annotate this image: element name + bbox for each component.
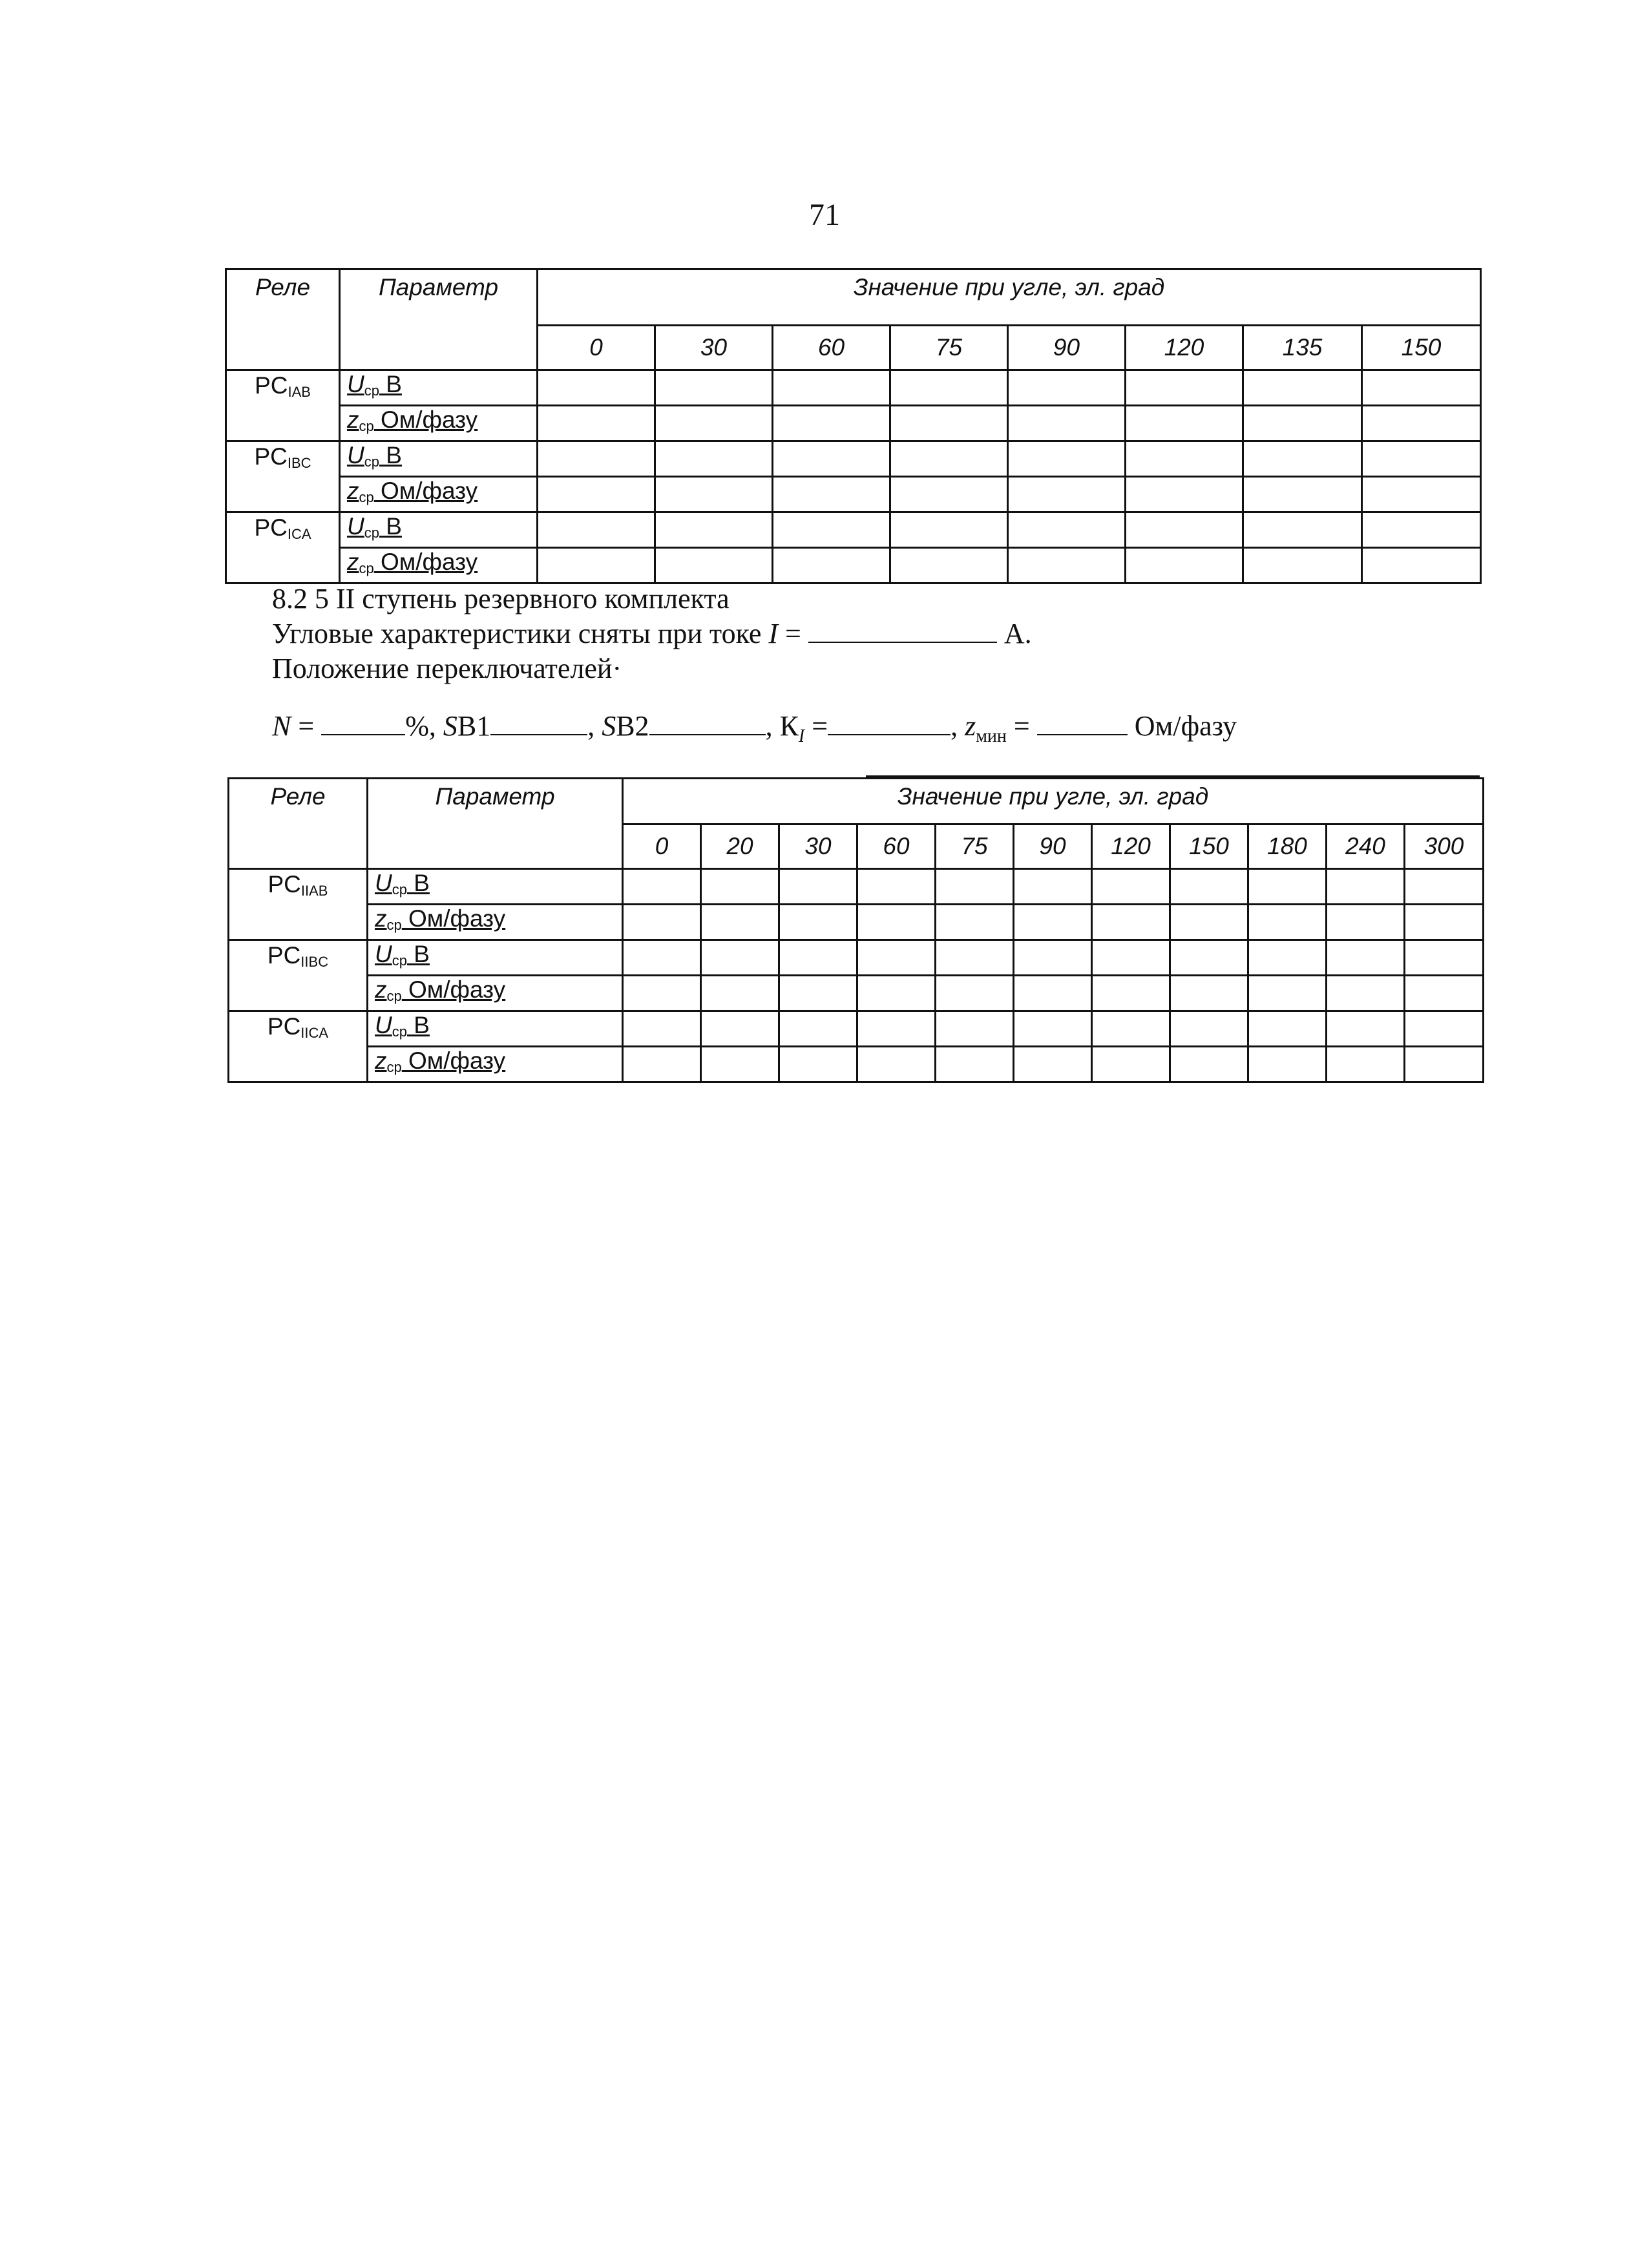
value-cell <box>1092 905 1170 940</box>
value-cell <box>773 441 890 477</box>
parameter-subscript: ср <box>364 525 379 541</box>
value-cell <box>1327 1011 1405 1047</box>
current-equals: = <box>778 618 808 649</box>
value-cell <box>655 477 773 512</box>
angle-header-cell: 0 <box>623 824 701 869</box>
value-cell <box>1126 441 1243 477</box>
value-cell <box>1327 869 1405 905</box>
relay-name: PC <box>268 871 301 898</box>
value-cell <box>1405 869 1484 905</box>
value-cell <box>1362 370 1481 406</box>
value-cell <box>1243 512 1362 548</box>
parameter-unit: Ом/фазу <box>401 905 506 932</box>
value-cell <box>1008 548 1126 583</box>
parameter-subscript: ср <box>364 454 379 470</box>
value-cell <box>890 477 1008 512</box>
value-cell <box>623 869 701 905</box>
value-cell <box>936 976 1014 1011</box>
value-cell <box>1405 1047 1484 1082</box>
value-cell <box>655 441 773 477</box>
z-min-subscript: мин <box>976 726 1007 746</box>
value-cell <box>1092 1047 1170 1082</box>
parameter-symbol: U <box>347 513 364 540</box>
value-cell <box>890 441 1008 477</box>
angle-header-cell: 150 <box>1362 326 1481 370</box>
value-cell <box>779 940 857 976</box>
parameter-subscript: ср <box>386 1059 402 1075</box>
parameter-subscript: ср <box>392 952 407 969</box>
value-cell <box>779 869 857 905</box>
sb1-label: B1 <box>457 710 491 742</box>
angle-table-stage-2 <box>227 777 1484 1083</box>
n-equals: = <box>291 710 322 742</box>
parameter-symbol: z <box>347 406 359 433</box>
settings-formula <box>272 709 1237 747</box>
angle-header-cell: 135 <box>1243 326 1362 370</box>
relay-name: PC <box>267 1013 301 1040</box>
sb2-s: S <box>602 710 616 742</box>
angle-header-cell: 75 <box>936 824 1014 869</box>
value-cell <box>1405 976 1484 1011</box>
value-cell <box>1170 869 1248 905</box>
value-cell <box>655 548 773 583</box>
relay-subscript: ICA <box>287 526 311 542</box>
parameter-unit: В <box>379 442 402 468</box>
value-cell <box>655 406 773 441</box>
parameter-cell <box>368 1011 623 1047</box>
value-cell <box>1126 370 1243 406</box>
parameter-label <box>347 549 478 575</box>
parameter-unit: Ом/фазу <box>401 1047 506 1074</box>
value-cell <box>1243 406 1362 441</box>
k-equals: = <box>804 710 828 742</box>
sb1-comma: , <box>587 710 602 742</box>
value-cell <box>779 1011 857 1047</box>
value-cell <box>936 905 1014 940</box>
value-cell <box>538 477 655 512</box>
value-cell <box>1008 512 1126 548</box>
angle-header-cell: 240 <box>1327 824 1405 869</box>
angle-header-cell: 180 <box>1248 824 1327 869</box>
value-cell <box>857 1047 936 1082</box>
parameter-cell <box>368 869 623 905</box>
sb2-label: B2 <box>616 710 649 742</box>
value-cell <box>890 548 1008 583</box>
relay-subscript: IBC <box>287 455 311 471</box>
value-cell <box>779 976 857 1011</box>
value-cell <box>1170 1047 1248 1082</box>
table-row <box>226 477 1481 512</box>
value-cell <box>1008 370 1126 406</box>
parameter-cell <box>340 512 538 548</box>
value-cell <box>538 406 655 441</box>
parameter-symbol: U <box>347 371 364 397</box>
n-symbol: N <box>272 710 291 742</box>
parameter-cell <box>340 406 538 441</box>
current-blank <box>808 622 997 643</box>
sb2-blank <box>649 715 766 735</box>
relay-name-cell <box>226 370 340 441</box>
angle-header-cell: 20 <box>701 824 779 869</box>
value-cell <box>773 406 890 441</box>
k-blank <box>828 715 951 735</box>
value-cell <box>623 1047 701 1082</box>
value-cell <box>538 512 655 548</box>
value-cell <box>1014 1047 1092 1082</box>
relay-name-cell <box>226 441 340 512</box>
value-cell <box>1362 406 1481 441</box>
relay-subscript: IAB <box>288 384 311 400</box>
value-cell <box>1008 441 1126 477</box>
value-cell <box>773 370 890 406</box>
angle-header-cell: 75 <box>890 326 1008 370</box>
parameter-unit: В <box>406 941 430 967</box>
relay-subscript: IICA <box>300 1025 329 1041</box>
current-symbol: I <box>768 618 779 649</box>
value-cell <box>1243 477 1362 512</box>
value-cell <box>1405 1011 1484 1047</box>
value-cell <box>1248 869 1327 905</box>
z-min-symbol: z <box>965 710 976 742</box>
value-cell <box>1248 940 1327 976</box>
parameter-subscript: ср <box>359 418 374 434</box>
k-symbol: К <box>779 710 799 742</box>
parameter-label <box>347 478 478 504</box>
angle-header-cell: 30 <box>655 326 773 370</box>
parameter-cell <box>368 905 623 940</box>
value-cell <box>1092 940 1170 976</box>
table-row <box>226 370 1481 406</box>
angle-values-header: Значение при угле, эл. град <box>623 779 1484 824</box>
relay-subscript: IIBC <box>300 954 329 970</box>
table-row <box>229 869 1484 905</box>
value-cell <box>1327 976 1405 1011</box>
relay-column-header: Реле <box>226 269 340 370</box>
z-min-unit: Ом/фазу <box>1127 710 1237 742</box>
parameter-symbol: U <box>347 442 364 468</box>
value-cell <box>773 548 890 583</box>
value-cell <box>701 976 779 1011</box>
parameter-label <box>375 1012 430 1038</box>
value-cell <box>857 976 936 1011</box>
value-cell <box>1248 905 1327 940</box>
parameter-cell <box>368 1047 623 1082</box>
percent-sign: %, <box>405 710 443 742</box>
table-row <box>226 441 1481 477</box>
angle-header-cell: 90 <box>1014 824 1092 869</box>
k-comma: , <box>951 710 965 742</box>
value-cell <box>1327 940 1405 976</box>
value-cell <box>936 940 1014 976</box>
relay-subscript: IIAB <box>300 883 328 899</box>
value-cell <box>701 940 779 976</box>
relay-name-cell <box>229 940 368 1011</box>
parameter-unit: В <box>379 513 402 540</box>
value-cell <box>936 869 1014 905</box>
parameter-cell <box>340 441 538 477</box>
angle-header-cell: 120 <box>1092 824 1170 869</box>
relay-name: PC <box>254 443 288 470</box>
value-cell <box>1014 905 1092 940</box>
angle-values-header: Значение при угле, эл. град <box>538 269 1481 326</box>
value-cell <box>1243 441 1362 477</box>
page-number: 71 <box>809 198 840 232</box>
parameter-unit: Ом/фазу <box>373 478 478 504</box>
parameter-label <box>347 406 478 433</box>
angle-table-stage-1-body <box>226 269 1481 583</box>
value-cell <box>623 976 701 1011</box>
relay-name: PC <box>267 942 301 969</box>
switches-line: Положение переключателей· <box>272 653 622 684</box>
table-row <box>229 976 1484 1011</box>
section-heading: 8.2 5 II ступень резервного комплекта <box>272 583 730 614</box>
parameter-symbol: z <box>375 976 387 1003</box>
angle-table-stage-2-body <box>229 779 1484 1082</box>
value-cell <box>779 1047 857 1082</box>
parameter-cell <box>368 976 623 1011</box>
current-prefix: Угловые характеристики сняты при токе <box>272 618 769 649</box>
value-cell <box>538 548 655 583</box>
n-blank <box>321 715 405 735</box>
parameter-symbol: U <box>375 870 392 896</box>
angle-header-cell: 300 <box>1405 824 1484 869</box>
current-line <box>272 616 1032 651</box>
parameter-symbol: U <box>375 1012 392 1038</box>
value-cell <box>1126 548 1243 583</box>
value-cell <box>1008 406 1126 441</box>
value-cell <box>857 940 936 976</box>
sb1-s: S <box>443 710 457 742</box>
value-cell <box>1014 1011 1092 1047</box>
parameter-subscript: ср <box>392 881 407 898</box>
value-cell <box>779 905 857 940</box>
parameter-subscript: ср <box>359 489 374 505</box>
value-cell <box>1170 940 1248 976</box>
value-cell <box>1405 940 1484 976</box>
value-cell <box>1362 512 1481 548</box>
parameter-cell <box>340 370 538 406</box>
parameter-subscript: ср <box>386 917 402 933</box>
value-cell <box>1362 441 1481 477</box>
k-subscript: I <box>798 726 805 746</box>
parameter-cell <box>340 548 538 583</box>
value-cell <box>890 512 1008 548</box>
parameter-cell <box>368 940 623 976</box>
value-cell <box>1014 940 1092 976</box>
relay-name: PC <box>254 514 288 541</box>
table-row <box>229 1047 1484 1082</box>
value-cell <box>1092 1011 1170 1047</box>
angle-table-stage-1 <box>225 268 1482 584</box>
value-cell <box>1362 477 1481 512</box>
value-cell <box>623 905 701 940</box>
value-cell <box>701 905 779 940</box>
value-cell <box>1327 1047 1405 1082</box>
angle-header-cell: 90 <box>1008 326 1126 370</box>
value-cell <box>1092 976 1170 1011</box>
relay-name-cell <box>226 512 340 583</box>
parameter-symbol: z <box>347 549 359 575</box>
parameter-label <box>347 442 402 468</box>
table-row <box>229 905 1484 940</box>
z-min-equals: = <box>1006 710 1037 742</box>
value-cell <box>1126 512 1243 548</box>
value-cell <box>538 370 655 406</box>
angle-header-cell: 60 <box>773 326 890 370</box>
relay-column-header: Реле <box>229 779 368 869</box>
value-cell <box>1170 976 1248 1011</box>
value-cell <box>1243 370 1362 406</box>
parameter-label <box>375 905 505 932</box>
angle-header-cell: 60 <box>857 824 936 869</box>
value-cell <box>538 441 655 477</box>
parameter-subscript: ср <box>359 560 374 576</box>
value-cell <box>1008 477 1126 512</box>
parameter-column-header: Параметр <box>340 269 538 370</box>
parameter-unit: Ом/фазу <box>401 976 506 1003</box>
value-cell <box>936 1011 1014 1047</box>
value-cell <box>623 940 701 976</box>
parameter-label <box>347 513 402 540</box>
section-text <box>272 582 1032 686</box>
current-unit: А. <box>996 618 1032 649</box>
sb2-comma: , <box>765 710 780 742</box>
parameter-unit: Ом/фазу <box>373 406 478 433</box>
relay-name-cell <box>229 1011 368 1082</box>
table-row <box>226 406 1481 441</box>
value-cell <box>1170 905 1248 940</box>
parameter-column-header: Параметр <box>368 779 623 869</box>
value-cell <box>857 1011 936 1047</box>
value-cell <box>655 512 773 548</box>
parameter-subscript: ср <box>386 988 402 1004</box>
relay-name-cell <box>229 869 368 940</box>
table-row <box>226 548 1481 583</box>
parameter-symbol: U <box>375 941 392 967</box>
value-cell <box>1327 905 1405 940</box>
parameter-cell <box>340 477 538 512</box>
parameter-symbol: z <box>347 478 359 504</box>
parameter-label <box>375 976 505 1003</box>
value-cell <box>936 1047 1014 1082</box>
angle-header-cell: 0 <box>538 326 655 370</box>
value-cell <box>1126 477 1243 512</box>
parameter-symbol: z <box>375 905 387 932</box>
parameter-symbol: z <box>375 1047 387 1074</box>
value-cell <box>1248 1011 1327 1047</box>
value-cell <box>1126 406 1243 441</box>
parameter-label <box>347 371 402 397</box>
value-cell <box>701 1011 779 1047</box>
parameter-unit: В <box>406 870 430 896</box>
parameter-unit: Ом/фазу <box>373 549 478 575</box>
relay-name: PC <box>255 372 288 399</box>
value-cell <box>1248 1047 1327 1082</box>
z-min-blank <box>1037 715 1128 735</box>
value-cell <box>1405 905 1484 940</box>
parameter-unit: В <box>406 1012 430 1038</box>
value-cell <box>1248 976 1327 1011</box>
table-row <box>229 940 1484 976</box>
angle-header-cell: 150 <box>1170 824 1248 869</box>
value-cell <box>1362 548 1481 583</box>
angle-header-cell: 120 <box>1126 326 1243 370</box>
parameter-unit: В <box>379 371 402 397</box>
value-cell <box>1014 976 1092 1011</box>
parameter-subscript: ср <box>392 1024 407 1040</box>
sb1-blank <box>490 715 587 735</box>
angle-header-cell: 30 <box>779 824 857 869</box>
table-row <box>229 1011 1484 1047</box>
value-cell <box>1170 1011 1248 1047</box>
value-cell <box>623 1011 701 1047</box>
parameter-label <box>375 870 430 896</box>
parameter-subscript: ср <box>364 383 379 399</box>
table-row <box>226 512 1481 548</box>
value-cell <box>1243 548 1362 583</box>
value-cell <box>655 370 773 406</box>
value-cell <box>857 869 936 905</box>
parameter-label <box>375 1047 505 1074</box>
value-cell <box>1014 869 1092 905</box>
value-cell <box>773 477 890 512</box>
value-cell <box>701 1047 779 1082</box>
parameter-label <box>375 941 430 967</box>
value-cell <box>773 512 890 548</box>
value-cell <box>890 406 1008 441</box>
value-cell <box>1092 869 1170 905</box>
value-cell <box>701 869 779 905</box>
value-cell <box>857 905 936 940</box>
value-cell <box>890 370 1008 406</box>
